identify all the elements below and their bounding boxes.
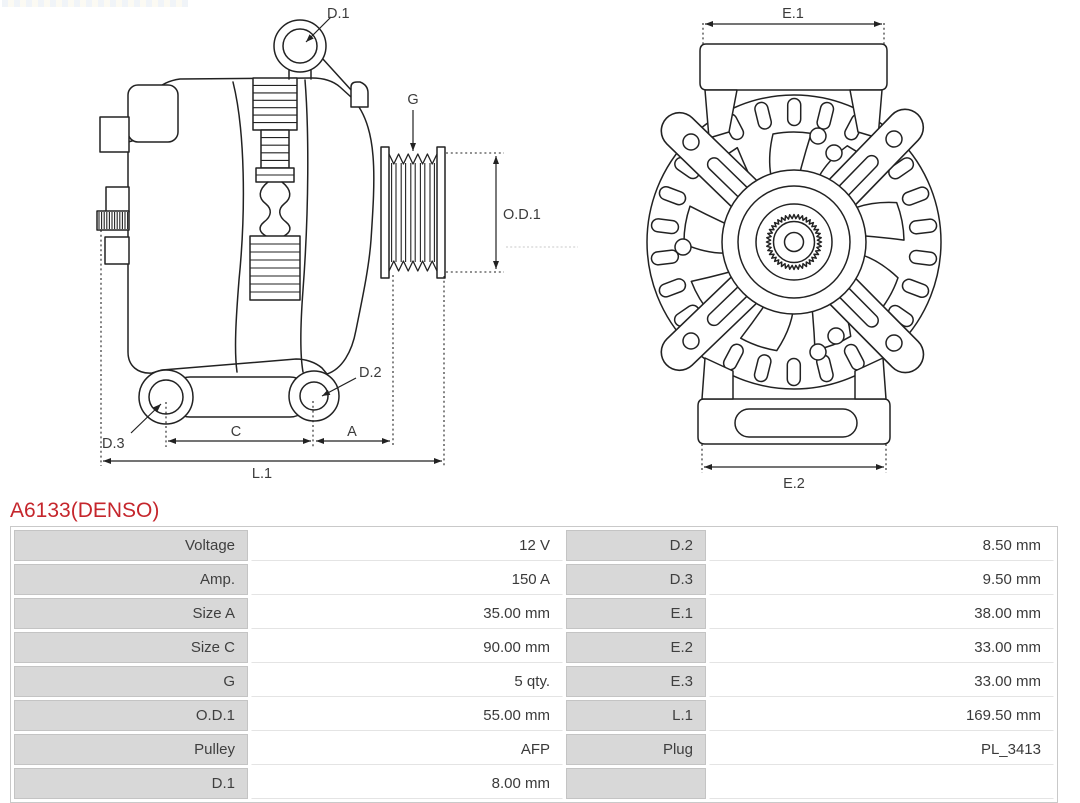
dim-label-d1: D.1: [327, 6, 350, 22]
spec-label: D.2: [566, 530, 706, 561]
top-bracket: [700, 44, 887, 90]
spec-value: PL_3413: [709, 734, 1054, 765]
spec-label: E.1: [566, 598, 706, 629]
spec-value: [709, 768, 1054, 799]
spec-label: Size A: [14, 598, 248, 629]
spec-value: 35.00 mm: [251, 598, 563, 629]
table-row: [14, 734, 1054, 765]
spec-value: 38.00 mm: [709, 598, 1054, 629]
table-row: [14, 768, 1054, 799]
table-row: [14, 564, 1054, 595]
table-row: [14, 598, 1054, 629]
dim-label-e1: E.1: [782, 6, 804, 22]
spec-value: 9.50 mm: [709, 564, 1054, 595]
dim-label-a: A: [347, 424, 357, 440]
dim-label-e2: E.2: [783, 476, 805, 492]
part-number-title: A6133(DENSO): [10, 499, 160, 522]
mounting-hole-d1: [274, 20, 326, 72]
dim-label-d2: D.2: [359, 365, 382, 381]
spec-value: 90.00 mm: [251, 632, 563, 663]
spec-label: O.D.1: [14, 700, 248, 731]
spec-value: AFP: [251, 734, 563, 765]
spec-value: 12 V: [251, 530, 563, 561]
spec-value: 33.00 mm: [709, 666, 1054, 697]
spec-value: 8.00 mm: [251, 768, 563, 799]
mounting-ear-d2: [289, 371, 339, 421]
dim-label-od1: O.D.1: [503, 207, 541, 223]
spec-label: Amp.: [14, 564, 248, 595]
dim-label-d3: D.3: [102, 436, 125, 452]
spec-label: Pulley: [14, 734, 248, 765]
dim-label-g: G: [407, 92, 419, 108]
dim-label-c: C: [230, 424, 242, 440]
spec-label: G: [14, 666, 248, 697]
front-view-drawing: [647, 6, 941, 492]
side-view-drawing: [97, 6, 578, 482]
spec-value: 169.50 mm: [709, 700, 1054, 731]
spec-label: D.1: [14, 768, 248, 799]
spec-value: 33.00 mm: [709, 632, 1054, 663]
spec-label: [566, 768, 706, 799]
table-row: [14, 666, 1054, 697]
table-row: [14, 700, 1054, 731]
spec-label: Size C: [14, 632, 248, 663]
bottom-bracket-slot: [735, 409, 857, 437]
spec-label: L.1: [566, 700, 706, 731]
specs-table: [10, 526, 1058, 803]
spec-value: 150 A: [251, 564, 563, 595]
mounting-ear-d3: [139, 370, 193, 424]
spec-label: E.3: [566, 666, 706, 697]
dim-label-l1: L.1: [251, 466, 273, 482]
spec-label: Plug: [566, 734, 706, 765]
spec-label: E.2: [566, 632, 706, 663]
spec-value: 5 qty.: [251, 666, 563, 697]
spec-label: Voltage: [14, 530, 248, 561]
table-row: [14, 530, 1054, 561]
spec-value: 55.00 mm: [251, 700, 563, 731]
spec-label: D.3: [566, 564, 706, 595]
cropped-logo-strip: [2, 0, 188, 7]
table-row: [14, 632, 1054, 663]
pulley-hub: [722, 170, 866, 314]
spec-value: 8.50 mm: [709, 530, 1054, 561]
